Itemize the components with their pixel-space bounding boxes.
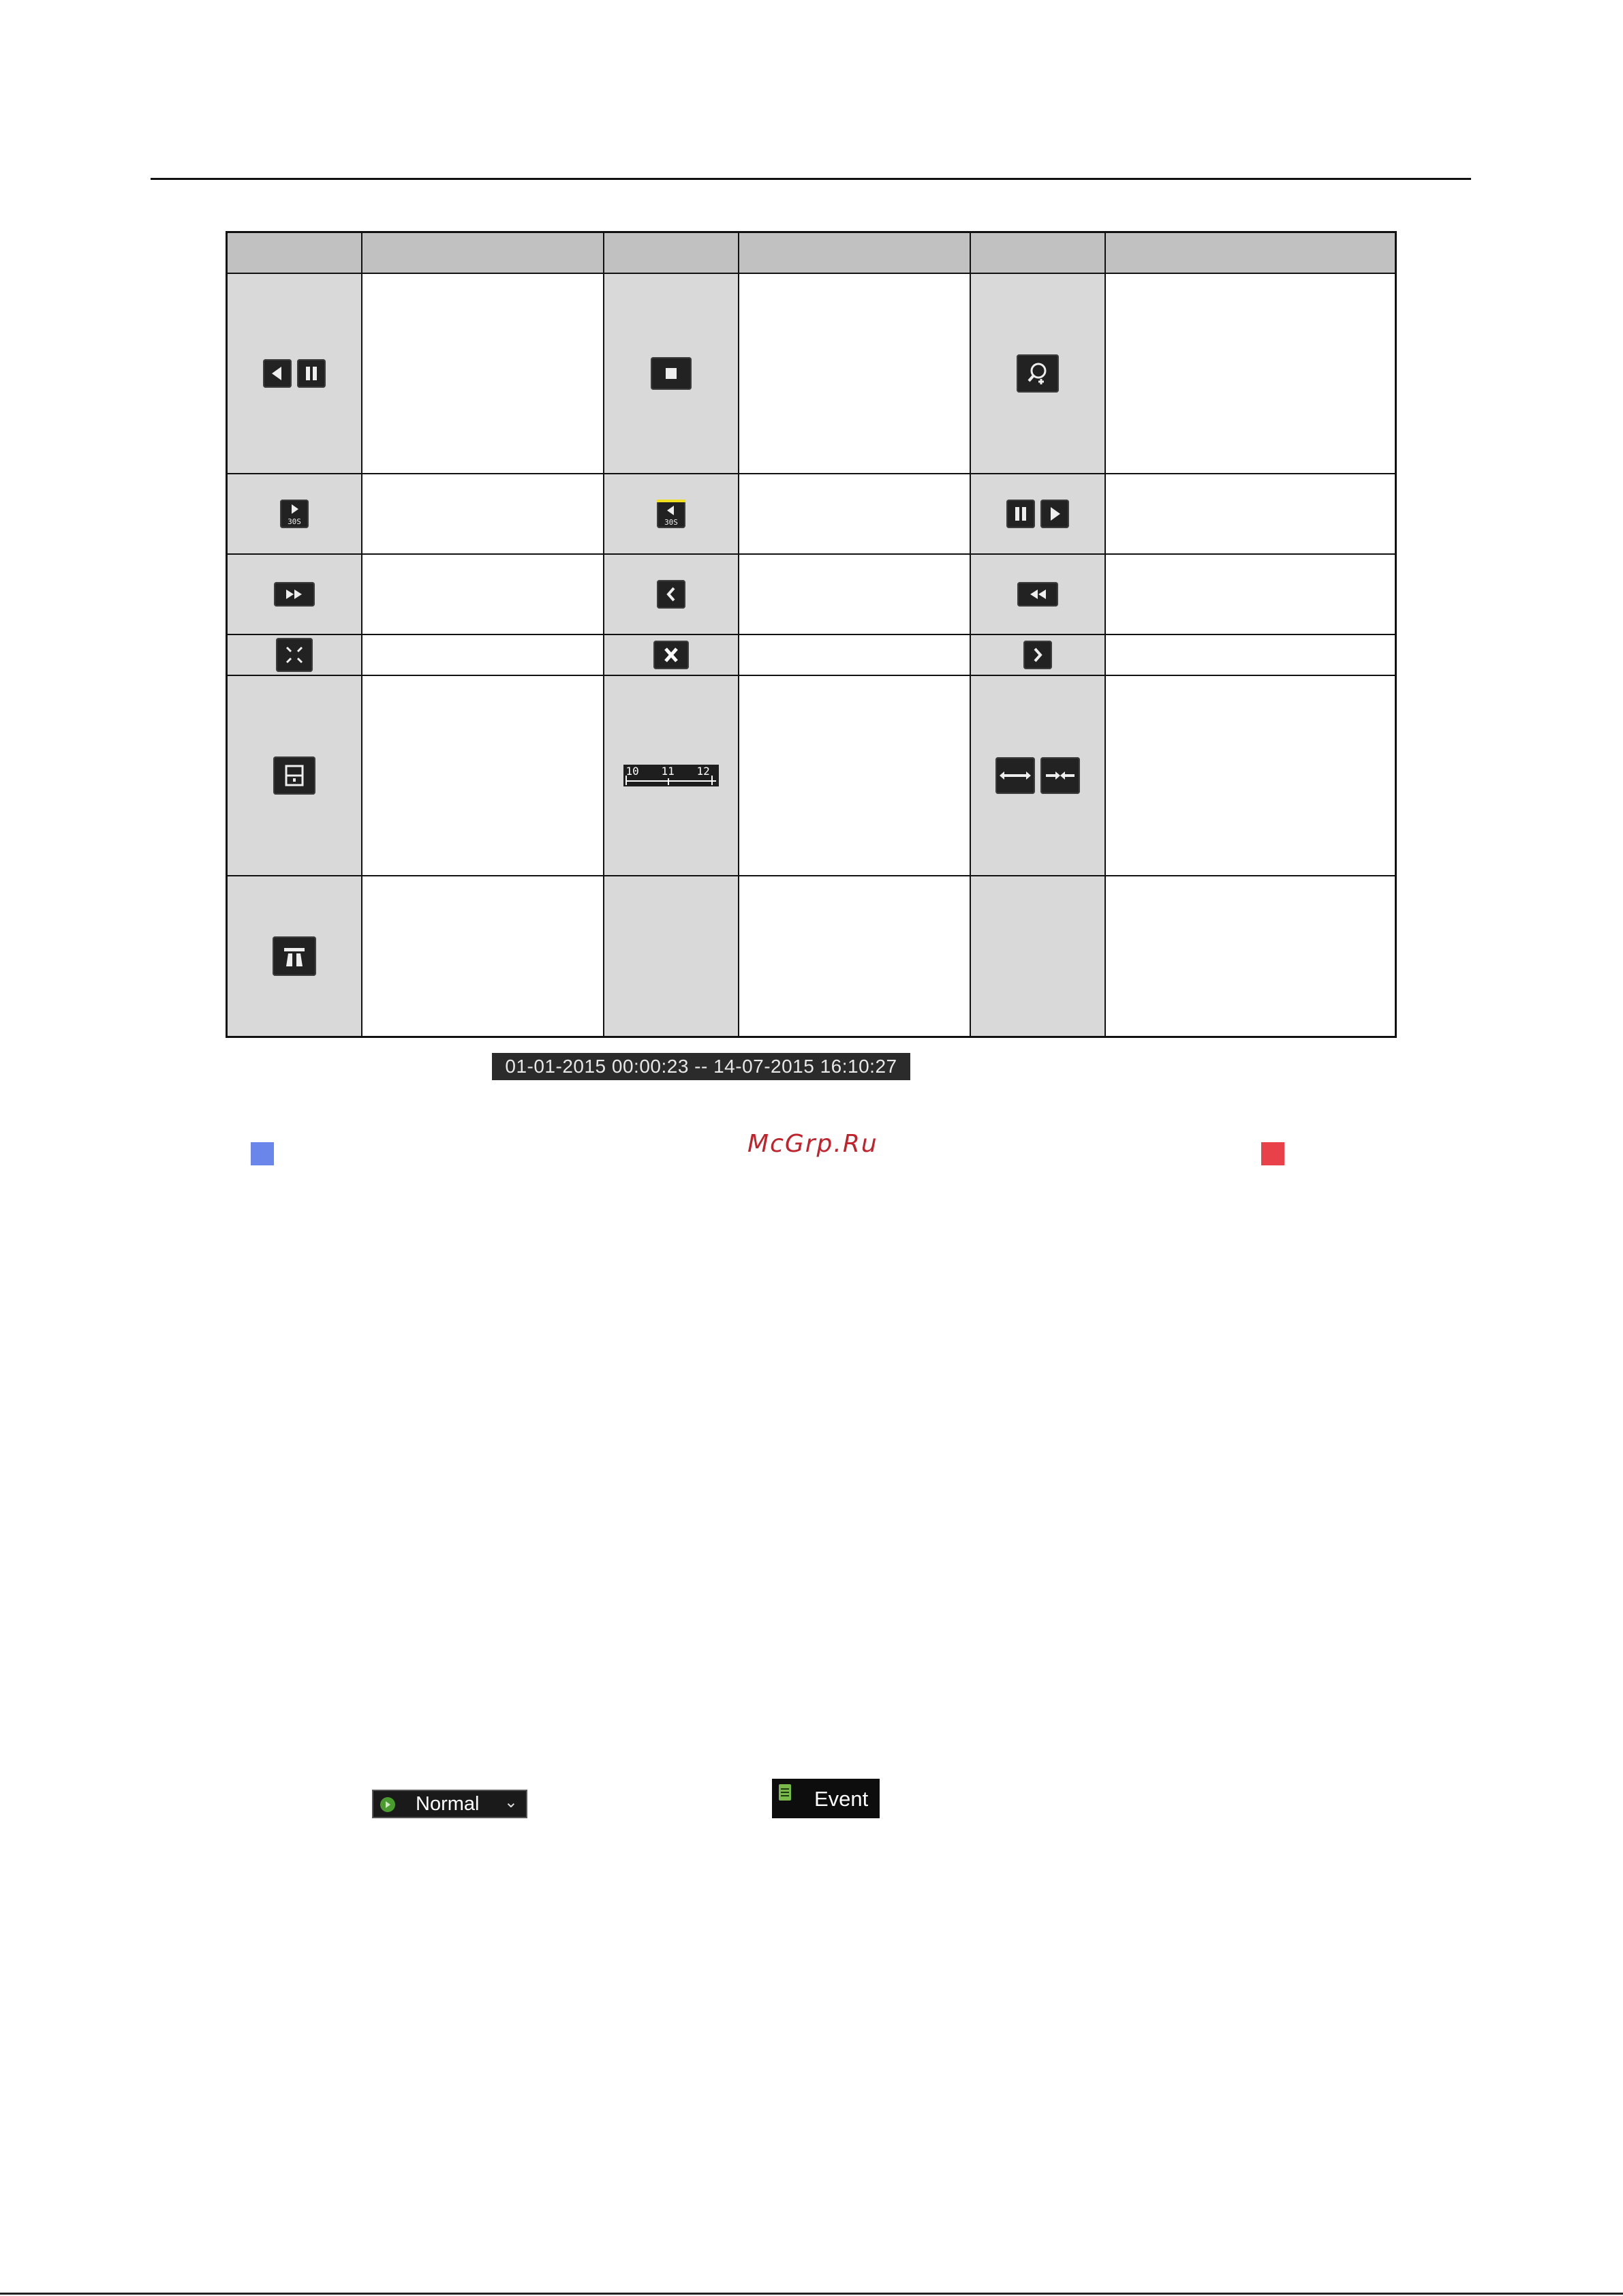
description-cell — [362, 273, 604, 474]
icon-cell — [604, 876, 739, 1037]
previous-icon[interactable] — [657, 580, 685, 609]
icon-cell — [227, 273, 362, 474]
description-cell — [1105, 876, 1396, 1037]
table-row — [227, 675, 1396, 876]
close-icon[interactable] — [653, 641, 689, 669]
playback-buttons-table — [226, 231, 1397, 1038]
icon-cell — [970, 474, 1105, 554]
footer-rule — [0, 2293, 1623, 2295]
icon-cell — [604, 634, 739, 675]
svg-text:30S: 30S — [664, 518, 678, 527]
time-range-display: 01-01-2015 00:00:23 -- 14-07-2015 16:10:27 — [492, 1053, 910, 1080]
rewind-icon[interactable] — [1017, 582, 1058, 607]
icon-cell — [970, 554, 1105, 634]
scale-up-icon[interactable] — [995, 757, 1035, 794]
description-cell — [362, 554, 604, 634]
save-icon[interactable] — [273, 756, 315, 795]
description-cell — [739, 474, 970, 554]
description-cell — [739, 876, 970, 1037]
icon-cell — [227, 474, 362, 554]
play-icon[interactable] — [1040, 500, 1069, 528]
pause-icon[interactable] — [297, 359, 326, 388]
icon-cell — [604, 474, 739, 554]
blue-marker — [251, 1142, 274, 1165]
description-cell — [739, 554, 970, 634]
reverse-30s-icon[interactable] — [657, 500, 685, 528]
description-cell — [1105, 675, 1396, 876]
icon-cell — [604, 273, 739, 474]
stop-icon[interactable] — [651, 357, 692, 390]
description-cell — [739, 273, 970, 474]
description-cell — [362, 474, 604, 554]
header-cell — [227, 232, 362, 274]
header-cell — [1105, 232, 1396, 274]
document-icon — [779, 1784, 791, 1801]
icon-cell — [227, 675, 362, 876]
pos-icon[interactable] — [273, 936, 316, 976]
description-cell — [1105, 634, 1396, 675]
icon-cell — [604, 675, 739, 876]
scale-down-icon[interactable] — [1040, 757, 1080, 794]
header-cell — [604, 232, 739, 274]
header-cell — [362, 232, 604, 274]
timeline-label: 11 — [661, 765, 675, 778]
table-row — [227, 554, 1396, 634]
watermark: McGrp.Ru — [747, 1130, 878, 1158]
icon-cell — [227, 554, 362, 634]
icon-cell — [227, 876, 362, 1037]
icon-cell — [227, 634, 362, 675]
description-cell — [362, 876, 604, 1037]
digital-zoom-icon[interactable] — [1017, 354, 1059, 393]
timeline-label: 10 — [625, 765, 639, 778]
table-row — [227, 876, 1396, 1037]
chevron-down-icon: ⌄ — [504, 1793, 518, 1811]
playback-mode-dropdown[interactable] — [372, 1790, 527, 1818]
header-cell — [970, 232, 1105, 274]
table-row — [227, 273, 1396, 474]
event-button[interactable] — [772, 1779, 880, 1818]
description-cell — [739, 634, 970, 675]
forward-30s-icon[interactable] — [280, 500, 309, 528]
timeline-scale-icon[interactable] — [623, 765, 719, 786]
event-button-label: Event — [814, 1787, 869, 1811]
header-cell — [739, 232, 970, 274]
header-rule — [151, 178, 1471, 180]
svg-text:30S: 30S — [287, 517, 301, 526]
description-cell — [1105, 554, 1396, 634]
description-cell — [1105, 273, 1396, 474]
red-marker — [1261, 1142, 1284, 1165]
play-reverse-icon[interactable] — [263, 359, 292, 388]
fast-forward-icon[interactable] — [274, 582, 315, 607]
icon-cell — [970, 273, 1105, 474]
playback-mode-label: Normal — [416, 1793, 480, 1815]
table-header-row — [227, 232, 1396, 274]
icon-cell — [970, 634, 1105, 675]
fullscreen-icon[interactable] — [276, 638, 313, 672]
description-cell — [362, 634, 604, 675]
description-cell — [739, 675, 970, 876]
icon-cell — [604, 554, 739, 634]
timeline-label: 12 — [696, 765, 710, 778]
pause-icon[interactable] — [1006, 500, 1035, 528]
table-row — [227, 634, 1396, 675]
table-row — [227, 474, 1396, 554]
icon-cell — [970, 876, 1105, 1037]
icon-cell — [970, 675, 1105, 876]
description-cell — [1105, 474, 1396, 554]
play-circle-icon — [380, 1797, 395, 1812]
next-icon[interactable] — [1023, 641, 1052, 669]
description-cell — [362, 675, 604, 876]
